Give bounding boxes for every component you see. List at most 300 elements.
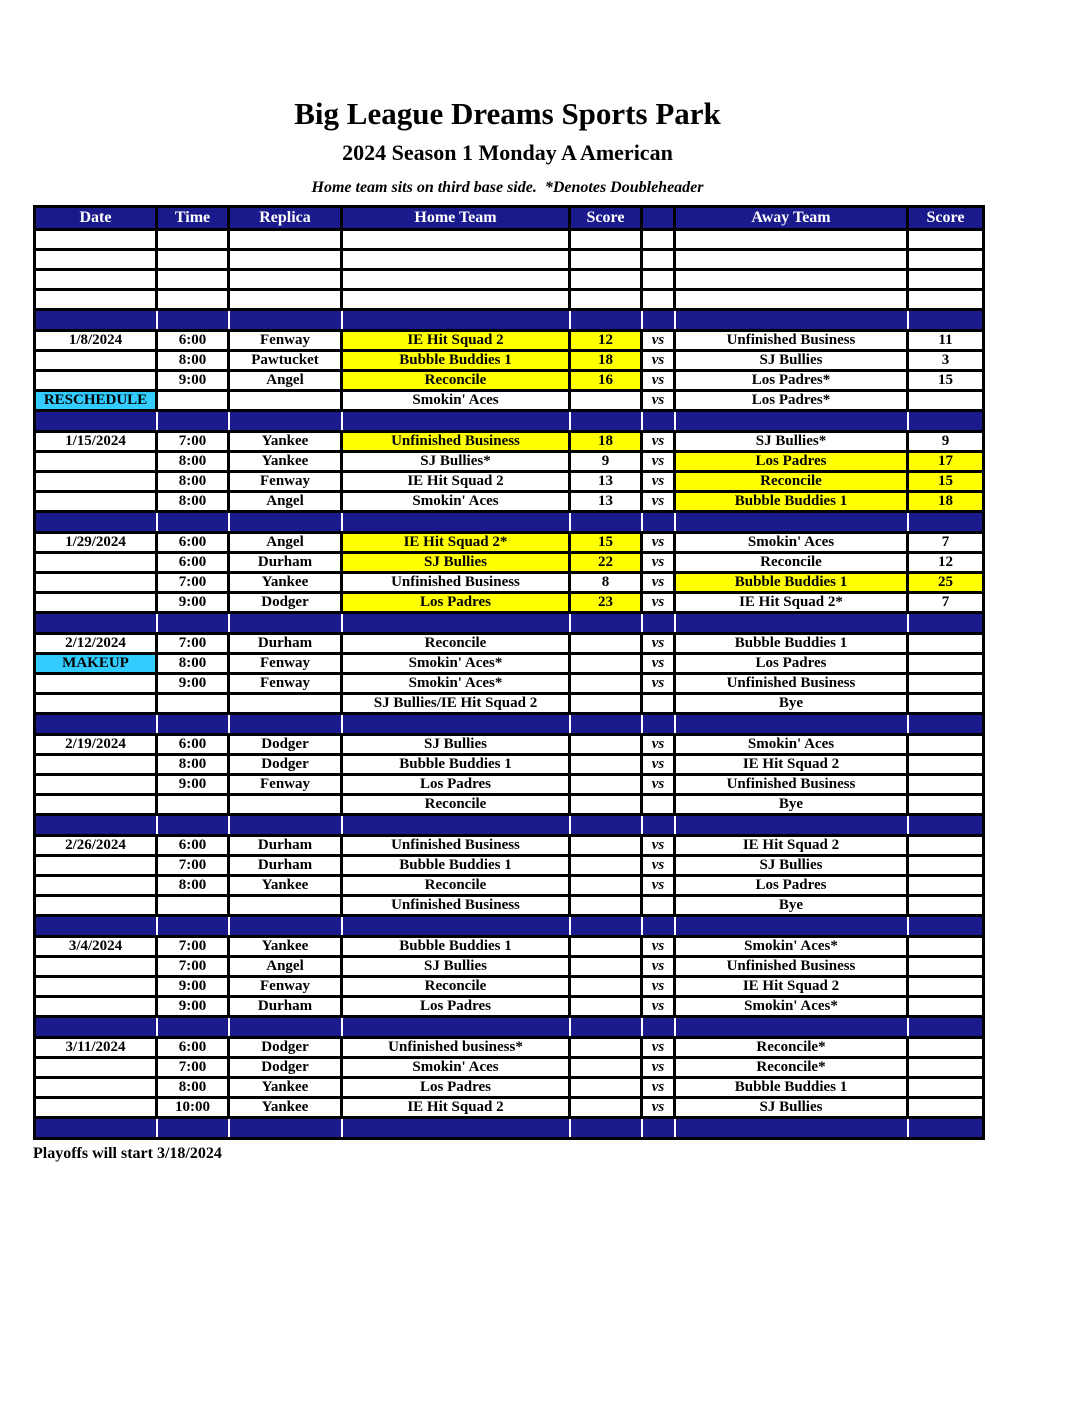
home-team-cell: IE Hit Squad 2* — [342, 532, 570, 552]
separator-cell — [229, 511, 342, 532]
time-cell — [157, 269, 229, 289]
date-cell: 3/11/2024 — [35, 1037, 157, 1057]
separator-cell — [229, 612, 342, 633]
vs-cell: vs — [642, 633, 675, 653]
replica-cell: Dodger — [229, 754, 342, 774]
home-team-cell: Los Padres — [342, 1077, 570, 1097]
vs-cell — [642, 693, 675, 713]
vs-cell: vs — [642, 491, 675, 511]
column-header-vs — [642, 206, 675, 229]
date-cell — [35, 794, 157, 814]
date-cell — [35, 370, 157, 390]
vs-cell: vs — [642, 673, 675, 693]
home-team-cell: Reconcile — [342, 633, 570, 653]
away-score-cell — [908, 289, 984, 309]
date-cell — [35, 552, 157, 572]
away-team-cell: Smokin' Aces* — [675, 996, 908, 1016]
date-cell — [35, 491, 157, 511]
home-score-cell: 8 — [570, 572, 642, 592]
away-score-cell: 11 — [908, 330, 984, 350]
away-score-cell: 12 — [908, 552, 984, 572]
home-team-cell: Los Padres — [342, 774, 570, 794]
home-team-cell — [342, 289, 570, 309]
away-team-cell: Unfinished Business — [675, 956, 908, 976]
home-team-cell: Reconcile — [342, 794, 570, 814]
separator-cell — [342, 1117, 570, 1138]
replica-cell — [229, 794, 342, 814]
home-score-cell — [570, 996, 642, 1016]
vs-cell: vs — [642, 875, 675, 895]
date-cell — [35, 673, 157, 693]
time-cell: 6:00 — [157, 734, 229, 754]
home-team-cell: Unfinished Business — [342, 431, 570, 451]
away-team-cell: Smokin' Aces — [675, 532, 908, 552]
date-cell: 1/15/2024 — [35, 431, 157, 451]
home-team-cell: Unfinished Business — [342, 895, 570, 915]
away-team-cell: SJ Bullies — [675, 1097, 908, 1117]
away-team-cell: IE Hit Squad 2 — [675, 754, 908, 774]
empty-row — [35, 289, 984, 309]
header-row — [35, 206, 984, 229]
separator-cell — [570, 1016, 642, 1037]
separator-cell — [35, 1016, 157, 1037]
schedule-body — [35, 229, 984, 1138]
vs-cell: vs — [642, 1057, 675, 1077]
game-row — [35, 936, 984, 956]
date-cell — [35, 855, 157, 875]
home-team-cell: Reconcile — [342, 370, 570, 390]
separator-cell — [642, 713, 675, 734]
away-score-cell — [908, 693, 984, 713]
separator-cell — [642, 309, 675, 330]
separator-cell — [642, 511, 675, 532]
game-row — [35, 794, 984, 814]
home-score-cell: 12 — [570, 330, 642, 350]
away-team-cell: Los Padres* — [675, 390, 908, 410]
separator-cell — [570, 612, 642, 633]
separator-cell — [342, 612, 570, 633]
date-cell: 2/19/2024 — [35, 734, 157, 754]
home-score-cell — [570, 653, 642, 673]
home-team-cell — [342, 229, 570, 249]
vs-cell: vs — [642, 330, 675, 350]
home-team-cell: SJ Bullies* — [342, 451, 570, 471]
time-cell: 9:00 — [157, 370, 229, 390]
separator-cell — [675, 1117, 908, 1138]
date-cell: 2/26/2024 — [35, 835, 157, 855]
time-cell — [157, 693, 229, 713]
time-cell — [157, 895, 229, 915]
separator-cell — [229, 1117, 342, 1138]
home-score-cell — [570, 1077, 642, 1097]
away-score-cell: 25 — [908, 572, 984, 592]
home-score-cell — [570, 1097, 642, 1117]
home-team-cell: SJ Bullies — [342, 956, 570, 976]
separator-cell — [642, 410, 675, 431]
home-score-cell: 22 — [570, 552, 642, 572]
replica-cell: Durham — [229, 633, 342, 653]
home-team-cell: Bubble Buddies 1 — [342, 936, 570, 956]
game-row — [35, 734, 984, 754]
game-row — [35, 471, 984, 491]
game-row — [35, 451, 984, 471]
home-team-cell: Bubble Buddies 1 — [342, 350, 570, 370]
separator-cell — [675, 612, 908, 633]
separator-cell — [35, 1117, 157, 1138]
game-row — [35, 754, 984, 774]
game-row — [35, 956, 984, 976]
replica-cell — [229, 269, 342, 289]
vs-cell — [642, 895, 675, 915]
vs-cell — [642, 794, 675, 814]
separator-cell — [229, 410, 342, 431]
replica-cell — [229, 693, 342, 713]
separator-cell — [675, 309, 908, 330]
date-cell — [35, 269, 157, 289]
replica-cell: Yankee — [229, 572, 342, 592]
separator-cell — [908, 713, 984, 734]
separator-cell — [675, 713, 908, 734]
separator-cell — [675, 511, 908, 532]
vs-cell: vs — [642, 754, 675, 774]
separator-row — [35, 309, 984, 330]
separator-cell — [908, 915, 984, 936]
separator-cell — [35, 915, 157, 936]
home-score-cell — [570, 633, 642, 653]
away-score-cell: 9 — [908, 431, 984, 451]
time-cell: 6:00 — [157, 835, 229, 855]
game-row — [35, 673, 984, 693]
home-team-cell: SJ Bullies — [342, 552, 570, 572]
game-row — [35, 491, 984, 511]
away-team-cell: Bubble Buddies 1 — [675, 491, 908, 511]
time-cell: 8:00 — [157, 471, 229, 491]
home-team-cell: Reconcile — [342, 976, 570, 996]
game-row — [35, 330, 984, 350]
time-cell: 6:00 — [157, 552, 229, 572]
separator-cell — [35, 713, 157, 734]
date-cell — [35, 774, 157, 794]
home-score-cell — [570, 673, 642, 693]
separator-row — [35, 1117, 984, 1138]
home-score-cell — [570, 693, 642, 713]
separator-cell — [35, 511, 157, 532]
separator-cell — [157, 410, 229, 431]
home-score-cell — [570, 754, 642, 774]
away-score-cell — [908, 633, 984, 653]
game-row — [35, 693, 984, 713]
home-team-cell: Unfinished business* — [342, 1037, 570, 1057]
vs-cell: vs — [642, 1097, 675, 1117]
game-row — [35, 370, 984, 390]
vs-cell: vs — [642, 592, 675, 612]
time-cell: 6:00 — [157, 532, 229, 552]
separator-cell — [570, 713, 642, 734]
date-cell: MAKEUP — [35, 653, 157, 673]
home-score-cell — [570, 1057, 642, 1077]
away-team-cell: Reconcile* — [675, 1037, 908, 1057]
game-row — [35, 895, 984, 915]
date-cell — [35, 1057, 157, 1077]
schedule-table — [33, 205, 985, 1140]
date-cell — [35, 350, 157, 370]
separator-cell — [908, 612, 984, 633]
separator-cell — [342, 915, 570, 936]
replica-cell: Dodger — [229, 592, 342, 612]
replica-cell: Yankee — [229, 431, 342, 451]
away-team-cell: Bye — [675, 794, 908, 814]
home-score-cell — [570, 875, 642, 895]
vs-cell: vs — [642, 976, 675, 996]
separator-row — [35, 713, 984, 734]
home-score-cell — [570, 390, 642, 410]
home-team-cell: IE Hit Squad 2 — [342, 330, 570, 350]
vs-cell: vs — [642, 471, 675, 491]
time-cell: 7:00 — [157, 1057, 229, 1077]
home-team-cell: Smokin' Aces — [342, 390, 570, 410]
away-score-cell — [908, 936, 984, 956]
separator-cell — [675, 410, 908, 431]
vs-cell: vs — [642, 774, 675, 794]
away-score-cell — [908, 754, 984, 774]
separator-cell — [642, 915, 675, 936]
replica-cell — [229, 289, 342, 309]
away-score-cell — [908, 229, 984, 249]
game-row — [35, 592, 984, 612]
time-cell — [157, 249, 229, 269]
away-team-cell: Unfinished Business — [675, 330, 908, 350]
time-cell: 7:00 — [157, 855, 229, 875]
separator-row — [35, 1016, 984, 1037]
away-score-cell — [908, 875, 984, 895]
separator-cell — [675, 1016, 908, 1037]
home-score-cell: 13 — [570, 471, 642, 491]
time-cell: 7:00 — [157, 572, 229, 592]
away-score-cell: 15 — [908, 471, 984, 491]
vs-cell: vs — [642, 653, 675, 673]
away-team-cell — [675, 289, 908, 309]
vs-cell: vs — [642, 1037, 675, 1057]
separator-cell — [35, 309, 157, 330]
time-cell: 9:00 — [157, 774, 229, 794]
game-row — [35, 1057, 984, 1077]
time-cell: 8:00 — [157, 1077, 229, 1097]
time-cell: 7:00 — [157, 956, 229, 976]
vs-cell: vs — [642, 996, 675, 1016]
game-row — [35, 431, 984, 451]
separator-cell — [157, 309, 229, 330]
game-row — [35, 552, 984, 572]
time-cell: 6:00 — [157, 1037, 229, 1057]
vs-cell: vs — [642, 835, 675, 855]
home-score-cell — [570, 289, 642, 309]
away-score-cell: 17 — [908, 451, 984, 471]
replica-cell: Durham — [229, 855, 342, 875]
game-row — [35, 774, 984, 794]
home-team-cell: SJ Bullies — [342, 734, 570, 754]
home-score-cell: 16 — [570, 370, 642, 390]
vs-cell: vs — [642, 370, 675, 390]
home-team-note: Home team sits on third base side. *Denotes Doubleheader — [311, 178, 704, 196]
replica-cell: Dodger — [229, 734, 342, 754]
away-score-cell — [908, 390, 984, 410]
replica-cell: Angel — [229, 532, 342, 552]
vs-cell: vs — [642, 350, 675, 370]
separator-cell — [229, 915, 342, 936]
home-team-cell: Reconcile — [342, 875, 570, 895]
game-row — [35, 572, 984, 592]
separator-cell — [229, 1016, 342, 1037]
home-team-cell: Bubble Buddies 1 — [342, 754, 570, 774]
date-cell — [35, 572, 157, 592]
replica-cell: Fenway — [229, 471, 342, 491]
separator-cell — [157, 511, 229, 532]
away-team-cell: Reconcile* — [675, 1057, 908, 1077]
home-team-cell: Smokin' Aces* — [342, 673, 570, 693]
home-team-cell: Smokin' Aces — [342, 1057, 570, 1077]
date-cell — [35, 875, 157, 895]
away-team-cell: Smokin' Aces* — [675, 936, 908, 956]
home-team-cell: Los Padres — [342, 996, 570, 1016]
time-cell: 9:00 — [157, 976, 229, 996]
game-row — [35, 1077, 984, 1097]
separator-cell — [570, 511, 642, 532]
home-team-cell: SJ Bullies/IE Hit Squad 2 — [342, 693, 570, 713]
away-score-cell — [908, 835, 984, 855]
game-row — [35, 1037, 984, 1057]
home-score-cell — [570, 249, 642, 269]
home-score-cell — [570, 229, 642, 249]
home-team-cell: Unfinished Business — [342, 835, 570, 855]
replica-cell: Angel — [229, 491, 342, 511]
time-cell: 7:00 — [157, 936, 229, 956]
game-row — [35, 976, 984, 996]
replica-cell: Fenway — [229, 673, 342, 693]
vs-cell — [642, 249, 675, 269]
time-cell: 8:00 — [157, 350, 229, 370]
vs-cell: vs — [642, 956, 675, 976]
home-team-cell: Smokin' Aces — [342, 491, 570, 511]
home-score-cell — [570, 835, 642, 855]
date-cell: 1/8/2024 — [35, 330, 157, 350]
vs-cell: vs — [642, 552, 675, 572]
away-team-cell: Bubble Buddies 1 — [675, 572, 908, 592]
home-team-cell: Smokin' Aces* — [342, 653, 570, 673]
time-cell: 7:00 — [157, 633, 229, 653]
away-score-cell: 7 — [908, 532, 984, 552]
game-row — [35, 996, 984, 1016]
separator-cell — [908, 309, 984, 330]
empty-row — [35, 229, 984, 249]
time-cell: 10:00 — [157, 1097, 229, 1117]
replica-cell: Dodger — [229, 1057, 342, 1077]
away-score-cell — [908, 996, 984, 1016]
time-cell — [157, 289, 229, 309]
separator-row — [35, 814, 984, 835]
replica-cell: Fenway — [229, 774, 342, 794]
replica-cell — [229, 249, 342, 269]
game-row — [35, 633, 984, 653]
separator-cell — [35, 612, 157, 633]
column-header-time-1: Time — [157, 206, 229, 229]
away-score-cell — [908, 1037, 984, 1057]
separator-cell — [157, 915, 229, 936]
replica-cell: Yankee — [229, 1077, 342, 1097]
away-score-cell — [908, 855, 984, 875]
home-score-cell: 15 — [570, 532, 642, 552]
away-team-cell: Bye — [675, 693, 908, 713]
home-team-cell — [342, 249, 570, 269]
separator-cell — [642, 612, 675, 633]
time-cell: 8:00 — [157, 451, 229, 471]
date-cell — [35, 592, 157, 612]
separator-cell — [908, 410, 984, 431]
separator-cell — [908, 1117, 984, 1138]
replica-cell: Yankee — [229, 936, 342, 956]
separator-cell — [570, 814, 642, 835]
time-cell — [157, 390, 229, 410]
vs-cell — [642, 269, 675, 289]
away-score-cell: 7 — [908, 592, 984, 612]
away-team-cell — [675, 269, 908, 289]
replica-cell: Yankee — [229, 875, 342, 895]
time-cell: 8:00 — [157, 875, 229, 895]
home-team-cell: Unfinished Business — [342, 572, 570, 592]
replica-cell: Yankee — [229, 451, 342, 471]
time-cell: 7:00 — [157, 431, 229, 451]
replica-cell: Dodger — [229, 1037, 342, 1057]
date-cell — [35, 754, 157, 774]
vs-cell: vs — [642, 936, 675, 956]
separator-cell — [157, 612, 229, 633]
away-score-cell — [908, 794, 984, 814]
date-cell — [35, 996, 157, 1016]
away-score-cell: 15 — [908, 370, 984, 390]
game-row — [35, 350, 984, 370]
home-score-cell — [570, 794, 642, 814]
away-team-cell: Reconcile — [675, 471, 908, 491]
separator-cell — [157, 713, 229, 734]
replica-cell: Fenway — [229, 653, 342, 673]
separator-cell — [675, 814, 908, 835]
away-team-cell: IE Hit Squad 2* — [675, 592, 908, 612]
away-team-cell — [675, 229, 908, 249]
home-score-cell — [570, 734, 642, 754]
home-team-cell: Bubble Buddies 1 — [342, 855, 570, 875]
column-header-home-team-3: Home Team — [342, 206, 570, 229]
away-team-cell: Los Padres — [675, 451, 908, 471]
away-team-cell: Los Padres — [675, 875, 908, 895]
vs-cell: vs — [642, 532, 675, 552]
replica-cell: Angel — [229, 370, 342, 390]
separator-cell — [157, 1117, 229, 1138]
game-row — [35, 390, 984, 410]
vs-cell: vs — [642, 431, 675, 451]
separator-cell — [342, 713, 570, 734]
column-header-date-0: Date — [35, 206, 157, 229]
replica-cell: Durham — [229, 835, 342, 855]
separator-cell — [570, 410, 642, 431]
separator-cell — [675, 915, 908, 936]
separator-cell — [229, 309, 342, 330]
away-score-cell — [908, 1077, 984, 1097]
date-cell — [35, 976, 157, 996]
separator-cell — [342, 1016, 570, 1037]
date-cell — [35, 693, 157, 713]
date-cell — [35, 956, 157, 976]
time-cell: 8:00 — [157, 754, 229, 774]
away-score-cell — [908, 976, 984, 996]
